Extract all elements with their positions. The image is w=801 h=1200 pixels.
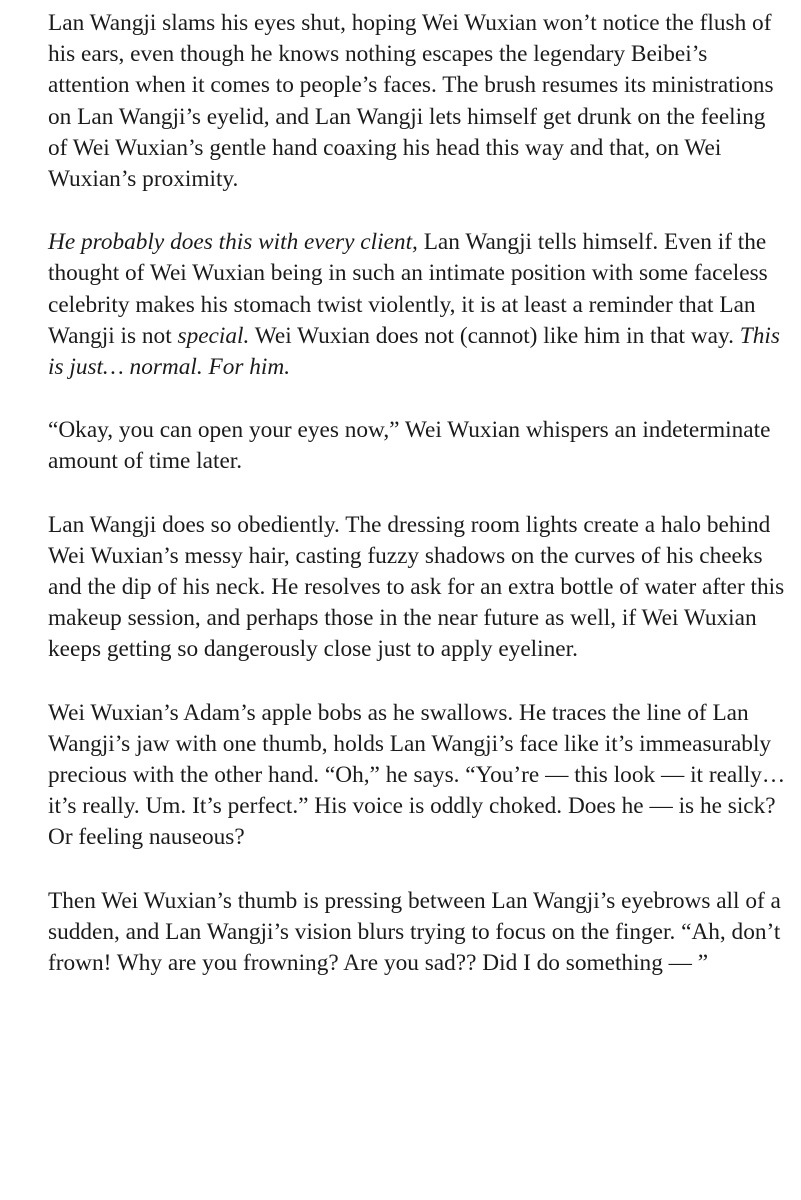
paragraph-1 <box>48 8 788 195</box>
paragraph-6 <box>48 886 788 980</box>
paragraph-5 <box>48 698 788 854</box>
paragraph-text: Wei Wuxian’s Adam’s apple bobs as he swallows. He traces the line of Lan Wangji’s jaw with one thumb, holds Lan Wangji’s face like it’s immeasurably precious with the other hand. “Oh,” he says. “You’re — this look — it really… it’s really. Um. It’s perfect.” His voice is oddly choked. Does he — is he sick? Or feeling nauseous? <box>48 699 786 851</box>
paragraph-text: Lan Wangji tells himself. Even if the thought of Wei Wuxian being in such an intimate position with some faceless celebrity makes his stomach twist violently, it is at least a reminder that Lan Wangji is not <box>48 229 768 349</box>
paragraph-text: Lan Wangji slams his eyes shut, hoping Wei Wuxian won’t notice the flush of his ears, even though he knows nothing escapes the legendary Beibei’s attention when it comes to people’s faces. The brush resumes its ministrations on Lan Wangji’s eyelid, and Lan Wangji lets himself get drunk on the feeling of Wei Wuxian’s gentle hand coaxing his head this way and that, on Wei Wuxian’s proximity. <box>48 10 774 193</box>
paragraph-text: Lan Wangji does so obediently. The dressing room lights create a halo behind Wei Wuxian’s messy hair, casting fuzzy shadows on the curves of his cheeks and the dip of his neck. He resolves to ask for an extra bottle of water after this makeup session, and perhaps those in the near future as well, if Wei Wuxian keeps getting so dangerously close just to apply eyeliner. <box>48 511 785 663</box>
italic-thought: He probably does this with every client, <box>48 229 418 256</box>
paragraph-2 <box>48 227 788 383</box>
paragraph-3 <box>48 415 788 477</box>
paragraph-text: “Okay, you can open your eyes now,” Wei Wuxian whispers an indeterminate amount of time later. <box>48 417 771 475</box>
italic-emphasis: special. <box>177 322 250 349</box>
paragraph-text: Wei Wuxian does not (cannot) like him in that way. <box>249 322 740 349</box>
story-text-page <box>48 8 788 1011</box>
paragraph-4 <box>48 510 788 666</box>
italic-thought: This is just… normal. For him. <box>48 322 780 381</box>
paragraph-text: Then Wei Wuxian’s thumb is pressing between Lan Wangji’s eyebrows all of a sudden, and Lan Wangji’s vision blurs trying to focus on the finger. “Ah, don’t frown! Why are you frowning? Are you sad?? Did I do something — ” <box>48 887 781 977</box>
